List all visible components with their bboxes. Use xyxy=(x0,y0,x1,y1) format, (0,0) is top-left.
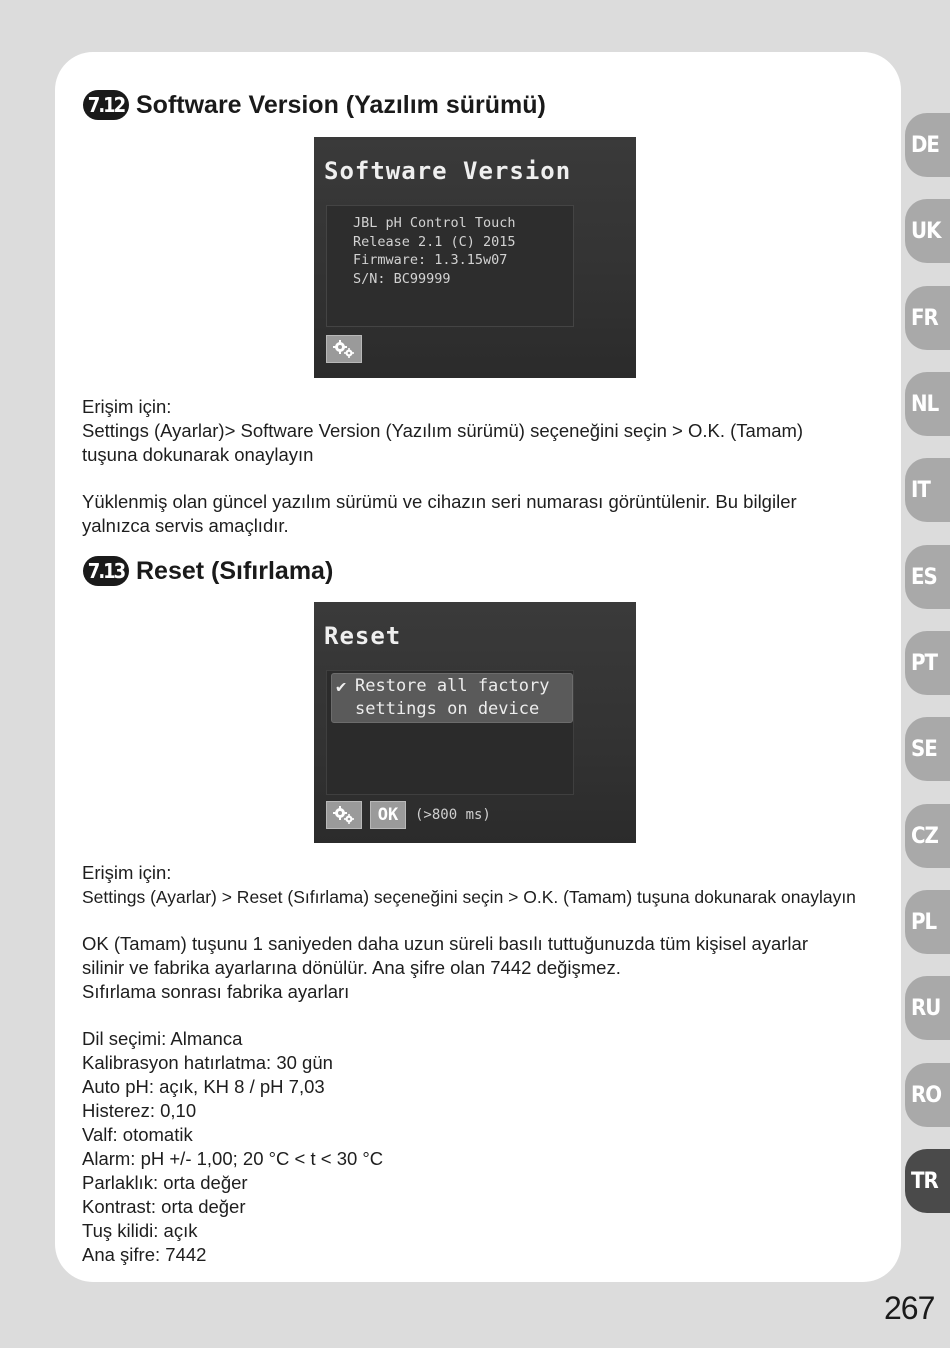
language-tab-se[interactable]: SE xyxy=(905,717,950,781)
section-number-badge: 7.12 xyxy=(83,90,129,120)
paragraph-line: Erişim için: xyxy=(82,396,172,417)
paragraph-line: Yüklenmiş olan güncel yazılım sürümü ve cihazın seri numarası görüntülenir. Bu bilgiler xyxy=(82,491,797,512)
info-line-firmware: Firmware: 1.3.15w07 xyxy=(353,252,508,268)
language-tab-cz[interactable]: CZ xyxy=(905,804,950,868)
access-instructions-reset xyxy=(82,861,856,909)
language-tab-uk[interactable]: UK xyxy=(905,199,950,263)
ok-button[interactable]: OK xyxy=(370,801,406,829)
language-tab-pt[interactable]: PT xyxy=(905,631,950,695)
language-tab-nl[interactable]: NL xyxy=(905,372,950,436)
screen-title: Software Version xyxy=(324,157,572,185)
list-item: Alarm: pH +/- 1,00; 20 °C < t < 30 °C xyxy=(82,1148,384,1169)
gear-icon xyxy=(332,339,356,359)
list-item: Kontrast: orta değer xyxy=(82,1196,246,1217)
checkmark-icon: ✔ xyxy=(336,677,347,697)
software-version-screen xyxy=(314,137,636,378)
list-item: Auto pH: açık, KH 8 / pH 7,03 xyxy=(82,1076,325,1097)
language-tab-ru[interactable]: RU xyxy=(905,976,950,1040)
gear-icon xyxy=(332,805,356,825)
list-item: Valf: otomatik xyxy=(82,1124,193,1145)
reset-screen xyxy=(314,602,636,843)
option-label-line: settings on device xyxy=(355,699,540,719)
language-tab-es[interactable]: ES xyxy=(905,545,950,609)
settings-button[interactable] xyxy=(326,335,362,363)
info-line-serial: S/N: BC99999 xyxy=(353,270,451,287)
software-description xyxy=(82,490,797,538)
list-item: Parlaklık: orta değer xyxy=(82,1172,248,1193)
language-tab-ro[interactable]: RO xyxy=(905,1063,950,1127)
section-title: Software Version (Yazılım sürümü) xyxy=(136,90,546,119)
screen-title: Reset xyxy=(324,622,402,650)
paragraph-line: Settings (Ayarlar) > Reset (Sıfırlama) seçeneğini seçin > O.K. (Tamam) tuşuna dokunarak onaylayın xyxy=(82,887,856,907)
list-item: Ana şifre: 7442 xyxy=(82,1244,207,1265)
paragraph-line: Sıfırlama sonrası fabrika ayarları xyxy=(82,981,350,1002)
language-tab-pl[interactable]: PL xyxy=(905,890,950,954)
version-info-box xyxy=(326,205,574,327)
section-title: Reset (Sıfırlama) xyxy=(136,556,334,585)
language-tab-de[interactable]: DE xyxy=(905,113,950,177)
option-label-line: Restore all factory xyxy=(355,676,550,696)
language-tab-fr[interactable]: FR xyxy=(905,286,950,350)
paragraph-line: OK (Tamam) tuşunu 1 saniyeden daha uzun süreli basılı tuttuğunuzda tüm kişisel ayarlar xyxy=(82,933,808,954)
ok-hold-hint: (>800 ms) xyxy=(415,807,491,823)
language-tab-tr[interactable]: TR xyxy=(905,1149,950,1213)
list-item: Dil seçimi: Almanca xyxy=(82,1028,243,1049)
info-line-release: Release 2.1 (C) 2015 xyxy=(353,233,516,250)
factory-settings-list xyxy=(82,1027,383,1267)
list-item: Kalibrasyon hatırlatma: 30 gün xyxy=(82,1052,333,1073)
section-heading-reset xyxy=(83,553,333,589)
paragraph-line: yalnızca servis amaçlıdır. xyxy=(82,515,289,536)
section-number-badge: 7.13 xyxy=(83,556,129,586)
info-line-product: JBL pH Control Touch xyxy=(353,215,516,231)
reset-description xyxy=(82,932,808,1004)
paragraph-line: silinir ve fabrika ayarlarına dönülür. Ana şifre olan 7442 değişmez. xyxy=(82,957,621,978)
settings-button[interactable] xyxy=(326,801,362,829)
section-heading-software-version xyxy=(83,87,546,123)
paragraph-line: Settings (Ayarlar)> Software Version (Yazılım sürümü) seçeneğini seçin > O.K. (Tamam) xyxy=(82,420,804,441)
paragraph-line: Erişim için: xyxy=(82,862,172,883)
restore-factory-option[interactable] xyxy=(331,673,573,723)
list-item: Histerez: 0,10 xyxy=(82,1100,197,1121)
access-instructions-software xyxy=(82,395,803,467)
list-item: Tuş kilidi: açık xyxy=(82,1220,198,1241)
reset-options-box xyxy=(326,670,574,795)
page-number: 267 xyxy=(884,1290,935,1326)
language-tab-it[interactable]: IT xyxy=(905,458,950,522)
paragraph-line: tuşuna dokunarak onaylayın xyxy=(82,444,314,465)
